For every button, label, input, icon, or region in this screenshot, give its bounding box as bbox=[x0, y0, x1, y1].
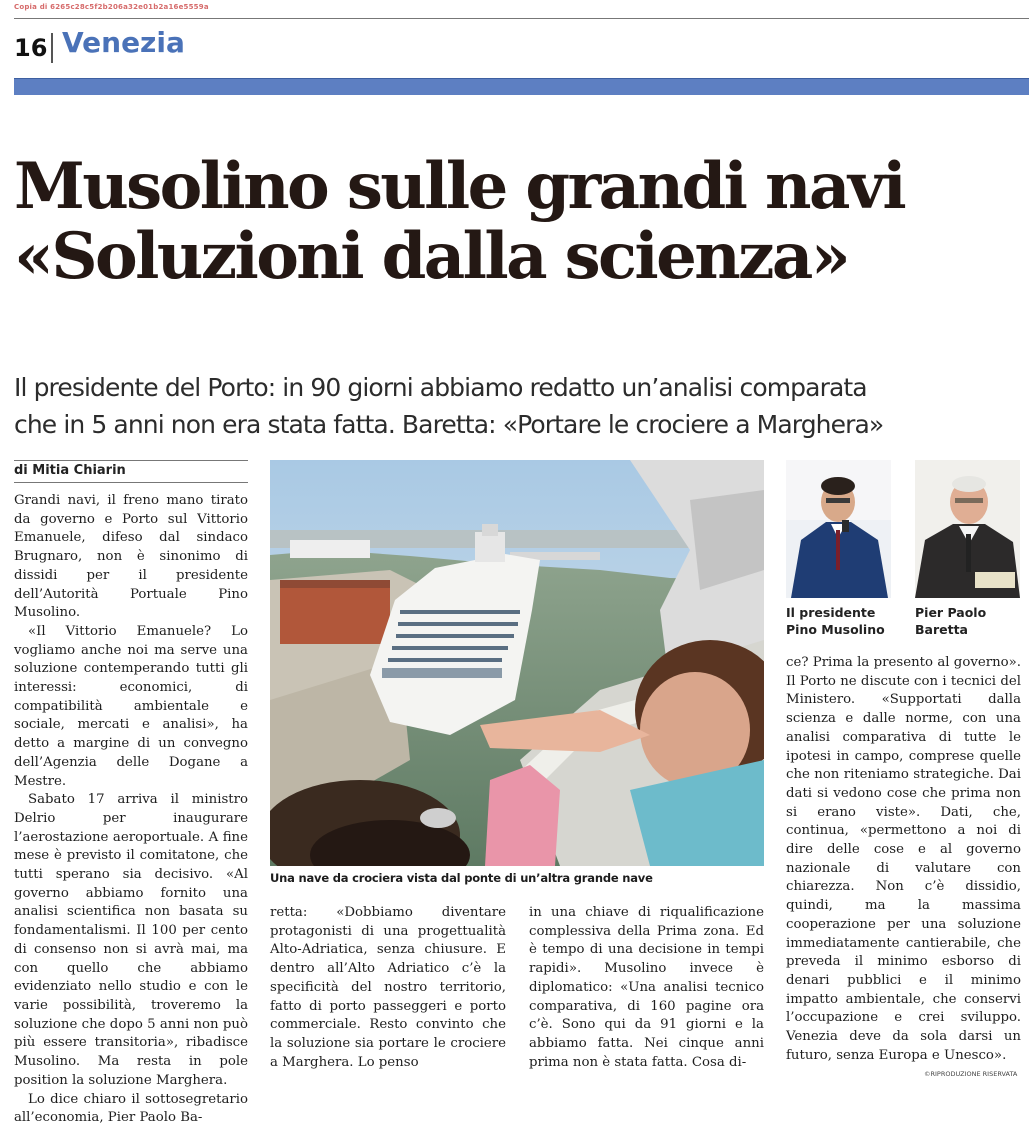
portrait-caption-line: Baretta bbox=[915, 622, 968, 637]
subheadline-line-2: che in 5 anni non era stata fatta. Baretta: «Portare le crociere a Marghera» bbox=[14, 410, 884, 439]
article-column-4 bbox=[786, 654, 1021, 1065]
section-band bbox=[14, 78, 1029, 95]
portrait-pier-paolo-baretta bbox=[915, 460, 1020, 598]
paragraph: «Il Vittorio Emanuele? Lo vogliamo anche noi ma serve una soluzione contemperando tutti gli interessi: economici, di compatibilità ambientale e sociale, mercati e analisi», ha detto a margine di un convegno dell’Agenzia delle Dogane a Mestre. bbox=[14, 623, 248, 789]
article-column-1 bbox=[14, 492, 248, 1128]
copyright-notice: ©RIPRODUZIONE RISERVATA bbox=[924, 1070, 1018, 1078]
section-title: Venezia bbox=[62, 26, 185, 59]
article-column-2 bbox=[270, 904, 506, 1072]
paragraph: Sabato 17 arriva il ministro Delrio per inaugurare l’aerostazione aeroportuale. A fine mese è previsto il comitatone, che tutti sperano sia decisivo. «Al governo abbiamo fornito una analisi scientifica non basata su fondamentalismi. Il 100 per cento di consenso non si avrà mai, ma con quello che abbiamo evidenziato nello studio e con le varie possibilità, troveremo la soluzione che dopo 5 anni non può più essere transitoria», ribadisce Musolino. Ma resta in pole position la soluzione Marghera. bbox=[14, 792, 248, 1088]
byline: di Mitia Chiarin bbox=[14, 463, 126, 478]
subheadline-line-1: Il presidente del Porto: in 90 giorni abbiamo redatto un’analisi comparata bbox=[14, 373, 867, 402]
portrait-caption-musolino bbox=[786, 604, 885, 638]
headline bbox=[14, 149, 1029, 294]
paragraph: in una chiave di riqualificazione complessiva della Prima zona. Ed è tempo di una decisione in tempi rapidi». Musolino invece è diplomatico: «Una analisi tecnico comparativa, di 160 pagine ora c’è. Sono qui da 91 giorni e la abbiamo fatta. Nei cinque anni prima non è stata fatta. Cosa di- bbox=[529, 905, 764, 1070]
paragraph: Lo dice chiaro il sottosegretario all’economia, Pier Paolo Ba- bbox=[14, 1091, 248, 1126]
portrait-caption-line: Pier Paolo bbox=[915, 605, 987, 620]
headline-line-1: Musolino sulle grandi navi bbox=[14, 149, 905, 224]
paragraph: ce? Prima la presento al governo». Il Porto ne discute con i tecnici del Ministero. «Supportati dalla scienza e dalle norme, con una analisi comparativa di tutte le ipotesi in campo, comprese quelle che non riteniamo strategiche. Dai dati si vedono cose che prima non si erano viste». Dati, che, continua, «permettono a noi di dire delle cose e al governo nazionale di valutare con chiarezza. Non c’è dissidio, quindi, ma la massima cooperazione per una soluzione immediatamente cantierabile, che preveda il minimo esborso di denari pubblici e il minimo impatto ambientale, che conservi l’occupazione e crei sviluppo. Venezia deve da sola darsi un futuro, senza Europa e Unesco». bbox=[786, 655, 1021, 1063]
copy-watermark-id: Copia di 6265c28c5f2b206a32e01b2a16e5559a bbox=[14, 3, 209, 11]
top-rule bbox=[14, 18, 1029, 19]
paragraph: Grandi navi, il freno mano tirato da governo e Porto sul Vittorio Emanuele, difeso dal sindaco Brugnaro, non è sinonimo di dissidi per il presidente dell’Autorità Portuale Pino Musolino. bbox=[14, 493, 248, 621]
photo-caption: Una nave da crociera vista dal ponte di un’altra grande nave bbox=[270, 871, 653, 885]
page-number: 16 bbox=[14, 34, 48, 62]
header-separator bbox=[51, 33, 53, 63]
cruise-ship-photo bbox=[270, 460, 764, 866]
headline-line-2: «Soluzioni dalla scienza» bbox=[14, 219, 849, 294]
article-column-3 bbox=[529, 904, 764, 1072]
paragraph: retta: «Dobbiamo diventare protagonisti di una progettualità Alto-Adriatica, senza chiusure. E dentro all’Alto Adriatico c’è la specificità del nostro territorio, fatto di porto passeggeri e porto commerciale. Resto convinto che la soluzione sia portare le crociere a Marghera. Lo penso bbox=[270, 905, 506, 1070]
subheadline bbox=[14, 369, 1029, 443]
portrait-caption-line: Pino Musolino bbox=[786, 622, 885, 637]
portrait-caption-baretta bbox=[915, 604, 986, 638]
portrait-caption-line: Il presidente bbox=[786, 605, 876, 620]
portrait-pino-musolino bbox=[786, 460, 891, 598]
